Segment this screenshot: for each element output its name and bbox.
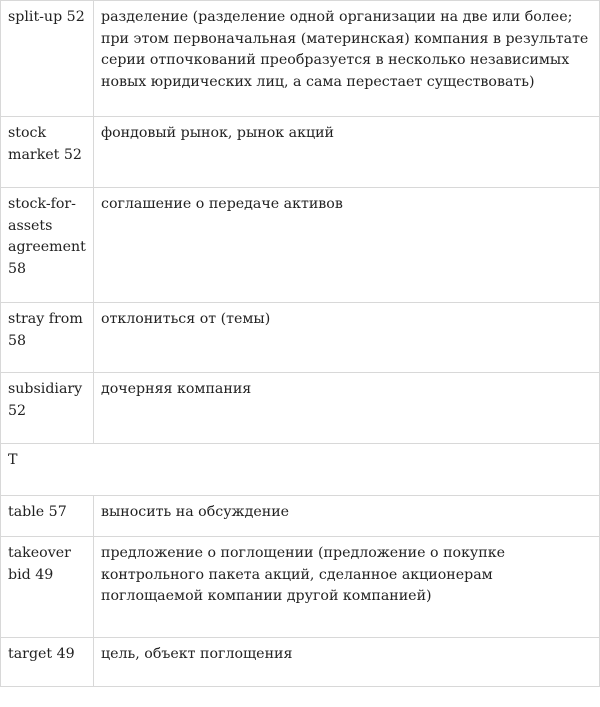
term-cell: subsidiary 52 [1,373,94,444]
table-row [1,638,600,687]
definition-cell: предложение о поглощении (предложение о покупке контрольного пакета акций, сделанное акционерам поглощаемой компании другой компанией) [94,537,600,638]
definition-cell: дочерняя компания [94,373,600,444]
term-cell: stock market 52 [1,117,94,188]
table-row [1,117,600,188]
section-header-row [1,444,600,496]
table-row [1,496,600,537]
definition-cell: соглашение о передаче активов [94,188,600,303]
section-letter: T [1,444,600,496]
term-cell: split-up 52 [1,1,94,117]
term-cell: table 57 [1,496,94,537]
glossary-body [1,1,600,687]
definition-cell: отклониться от (темы) [94,303,600,373]
definition-cell: выносить на обсуждение [94,496,600,537]
table-row [1,537,600,638]
table-row [1,373,600,444]
term-cell: target 49 [1,638,94,687]
definition-cell: фондовый рынок, рынок акций [94,117,600,188]
table-row [1,188,600,303]
term-cell: takeover bid 49 [1,537,94,638]
definition-cell: цель, объект поглощения [94,638,600,687]
table-row [1,1,600,117]
term-cell: stock-for-assets agreement 58 [1,188,94,303]
table-row [1,303,600,373]
term-cell: stray from 58 [1,303,94,373]
definition-cell: разделение (разделение одной организации на две или более; при этом первоначальная (материнская) компания в результате серии отпочкований преобразуется в несколько независимых новых юридических лиц, а сама перестает существовать) [94,1,600,117]
